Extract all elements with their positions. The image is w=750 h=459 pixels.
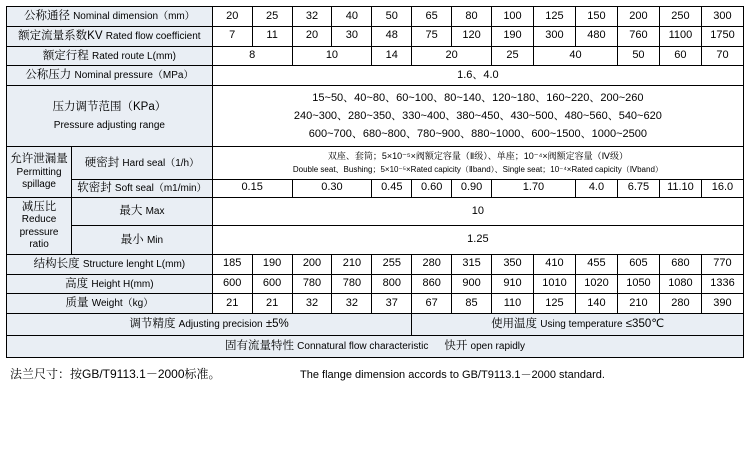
row-label-reduce-pressure-ratio <box>7 197 72 254</box>
table-row <box>7 147 744 180</box>
row-label-structure-length: 结构长度 Structure lenght L(mm) <box>7 254 213 274</box>
table-row <box>7 226 744 255</box>
row-label-rated-flow <box>7 26 213 46</box>
sublabel-hard-seal: 硬密封 Hard seal（1/h） <box>72 147 213 180</box>
table-row <box>7 26 744 46</box>
cell-rated-route-4: 25 <box>492 46 534 66</box>
cell-using-temperature: 使用温度 Using temperature ≤350℃ <box>412 314 744 336</box>
cell-soft-seal-0: 0.15 <box>212 179 292 197</box>
label-en: Nominal dimension（mm） <box>73 11 195 22</box>
row-label-rated-route <box>7 46 213 66</box>
cell-weight-6: 85 <box>452 294 492 314</box>
cell-rated-route-6: 50 <box>617 46 659 66</box>
cell-height-12: 1336 <box>701 274 743 294</box>
cell-height-7: 910 <box>492 274 534 294</box>
footnote-cn: 法兰尺寸：按GB/T9113.1－2000标准。 <box>10 367 221 382</box>
cell-reduce-max-value: 10 <box>212 197 743 226</box>
cell-nominal-dimension-2: 32 <box>292 7 332 27</box>
cell-rated-flow-11: 1100 <box>659 26 701 46</box>
cell-height-10: 1050 <box>617 274 659 294</box>
cell-weight-10: 210 <box>617 294 659 314</box>
table-row <box>7 274 744 294</box>
cell-structure-length-2: 200 <box>292 254 332 274</box>
cell-nominal-dimension-6: 80 <box>452 7 492 27</box>
cell-weight-9: 140 <box>575 294 617 314</box>
table-row <box>7 7 744 27</box>
cell-height-6: 900 <box>452 274 492 294</box>
cell-structure-length-1: 190 <box>252 254 292 274</box>
cell-weight-5: 67 <box>412 294 452 314</box>
row-label-nominal-pressure <box>7 66 213 86</box>
table-row <box>7 197 744 226</box>
label-cn: 允许泄漏量 <box>10 153 68 166</box>
cell-structure-length-11: 680 <box>659 254 701 274</box>
cell-nominal-dimension-0: 20 <box>212 7 252 27</box>
cell-rated-flow-4: 48 <box>372 26 412 46</box>
cell-rated-flow-8: 300 <box>533 26 575 46</box>
cell-nominal-dimension-3: 40 <box>332 7 372 27</box>
cell-rated-flow-7: 190 <box>492 26 534 46</box>
cell-soft-seal-4: 0.90 <box>452 179 492 197</box>
cell-nominal-pressure-value: 1.6、4.0 <box>212 66 743 86</box>
row-label-pressure-adjusting <box>7 86 213 147</box>
cell-rated-route-7: 60 <box>659 46 701 66</box>
table-row <box>7 179 744 197</box>
specification-table <box>6 6 744 358</box>
label-cn: 压力调节范围（KPa） <box>52 100 167 113</box>
cell-reduce-min-value: 1.25 <box>212 226 743 255</box>
cell-nominal-dimension-9: 150 <box>575 7 617 27</box>
cell-nominal-dimension-12: 300 <box>701 7 743 27</box>
cell-structure-length-10: 605 <box>617 254 659 274</box>
row-label-permitting-spillage <box>7 147 72 197</box>
cell-height-8: 1010 <box>533 274 575 294</box>
cell-weight-2: 32 <box>292 294 332 314</box>
cell-soft-seal-2: 0.45 <box>372 179 412 197</box>
cell-height-2: 780 <box>292 274 332 294</box>
table-row <box>7 336 744 358</box>
cell-soft-seal-3: 0.60 <box>412 179 452 197</box>
table-row <box>7 294 744 314</box>
cell-weight-0: 21 <box>212 294 252 314</box>
cell-height-11: 1080 <box>659 274 701 294</box>
cell-structure-length-3: 210 <box>332 254 372 274</box>
cell-adjusting-precision: 调节精度 Adjusting precision ±5% <box>7 314 412 336</box>
cell-soft-seal-6: 4.0 <box>575 179 617 197</box>
cell-rated-route-5: 40 <box>533 46 617 66</box>
cell-rated-route-0: 8 <box>212 46 292 66</box>
cell-pressure-adjusting-values <box>212 86 743 147</box>
table-row <box>7 314 744 336</box>
cell-height-4: 800 <box>372 274 412 294</box>
cell-rated-route-1: 10 <box>292 46 372 66</box>
row-label-weight: 质量 Weight（kg） <box>7 294 213 314</box>
cell-structure-length-0: 185 <box>212 254 252 274</box>
pressure-range-line-3: 600~700、680~800、780~900、880~1000、600~1500、1000~2500 <box>308 128 647 141</box>
row-label-nominal-dimension <box>7 7 213 27</box>
cell-structure-length-6: 315 <box>452 254 492 274</box>
footnote-en: The flange dimension accords to GB/T9113.1－2000 standard. <box>300 369 605 382</box>
cell-rated-route-3: 20 <box>412 46 492 66</box>
cell-soft-seal-9: 16.0 <box>701 179 743 197</box>
cell-rated-flow-12: 1750 <box>701 26 743 46</box>
cell-nominal-dimension-7: 100 <box>492 7 534 27</box>
cell-weight-7: 110 <box>492 294 534 314</box>
cell-rated-route-8: 70 <box>701 46 743 66</box>
table-row <box>7 66 744 86</box>
cell-structure-length-8: 410 <box>533 254 575 274</box>
cell-soft-seal-1: 0.30 <box>292 179 372 197</box>
cell-weight-8: 125 <box>533 294 575 314</box>
table-row <box>7 86 744 147</box>
sublabel-max: 最大 Max <box>72 197 213 226</box>
cell-nominal-dimension-11: 250 <box>659 7 701 27</box>
sublabel-soft-seal: 软密封 Soft seal（m1/min） <box>72 179 213 197</box>
cell-rated-flow-9: 480 <box>575 26 617 46</box>
sublabel-min: 最小 Min <box>72 226 213 255</box>
cell-height-5: 860 <box>412 274 452 294</box>
label-cn: 公称通径 <box>24 10 70 22</box>
pressure-range-line-2: 240~300、280~350、330~400、380~450、430~500、480~560、540~620 <box>293 110 662 123</box>
label-cn: 减压比 <box>21 200 57 213</box>
cell-nominal-dimension-1: 25 <box>252 7 292 27</box>
cell-rated-flow-3: 30 <box>332 26 372 46</box>
hard-seal-line-en: Double seat、Bushing；5×10⁻⁵×Rated capicity（Ⅱband）、Single seat；10⁻⁴×Rated capicity（Ⅳband） <box>292 164 663 174</box>
cell-weight-4: 37 <box>372 294 412 314</box>
table-row <box>7 46 744 66</box>
cell-rated-flow-1: 11 <box>252 26 292 46</box>
cell-rated-route-2: 14 <box>372 46 412 66</box>
cell-structure-length-7: 350 <box>492 254 534 274</box>
cell-soft-seal-7: 6.75 <box>617 179 659 197</box>
cell-nominal-dimension-4: 50 <box>372 7 412 27</box>
pressure-range-line-1: 15~50、40~80、60~100、80~140、120~180、160~220、200~260 <box>312 92 644 104</box>
cell-nominal-dimension-8: 125 <box>533 7 575 27</box>
cell-weight-1: 21 <box>252 294 292 314</box>
cell-weight-11: 280 <box>659 294 701 314</box>
cell-height-1: 600 <box>252 274 292 294</box>
cell-rated-flow-2: 20 <box>292 26 332 46</box>
cell-nominal-dimension-10: 200 <box>617 7 659 27</box>
cell-weight-3: 32 <box>332 294 372 314</box>
label-en: Reduce pressure ratio <box>19 214 59 251</box>
cell-rated-flow-6: 120 <box>452 26 492 46</box>
row-label-height: 高度 Height H(mm) <box>7 274 213 294</box>
cell-weight-12: 390 <box>701 294 743 314</box>
cell-height-9: 1020 <box>575 274 617 294</box>
label-cn: 额定行程 Rated route L(mm) <box>42 49 176 62</box>
cell-rated-flow-10: 760 <box>617 26 659 46</box>
cell-structure-length-9: 455 <box>575 254 617 274</box>
cell-flow-characteristic: 固有流量特性 Connatural flow characteristic 快开 open rapidly <box>7 336 744 358</box>
cell-soft-seal-8: 11.10 <box>659 179 701 197</box>
cell-structure-length-12: 770 <box>701 254 743 274</box>
label-cn: 公称压力 Nominal pressure（MPa） <box>25 69 194 82</box>
label-cn: 额定流量系数KV Rated flow coefficient <box>18 29 201 42</box>
table-row <box>7 254 744 274</box>
cell-height-0: 600 <box>212 274 252 294</box>
cell-rated-flow-5: 75 <box>412 26 452 46</box>
label-en-1: Permitting spillage <box>16 166 62 191</box>
cell-soft-seal-5: 1.70 <box>492 179 576 197</box>
cell-structure-length-4: 255 <box>372 254 412 274</box>
cell-nominal-dimension-5: 65 <box>412 7 452 27</box>
footnote <box>6 365 744 382</box>
cell-height-3: 780 <box>332 274 372 294</box>
cell-rated-flow-0: 7 <box>212 26 252 46</box>
cell-structure-length-5: 280 <box>412 254 452 274</box>
label-en: Pressure adjusting range <box>53 120 165 132</box>
cell-hard-seal-value <box>212 147 743 180</box>
hard-seal-line-cn: 双座、套筒；5×10⁻⁵×阀额定容量（Ⅱ级）、单座；10⁻⁴×阀额定容量（Ⅳ级） <box>327 151 628 162</box>
